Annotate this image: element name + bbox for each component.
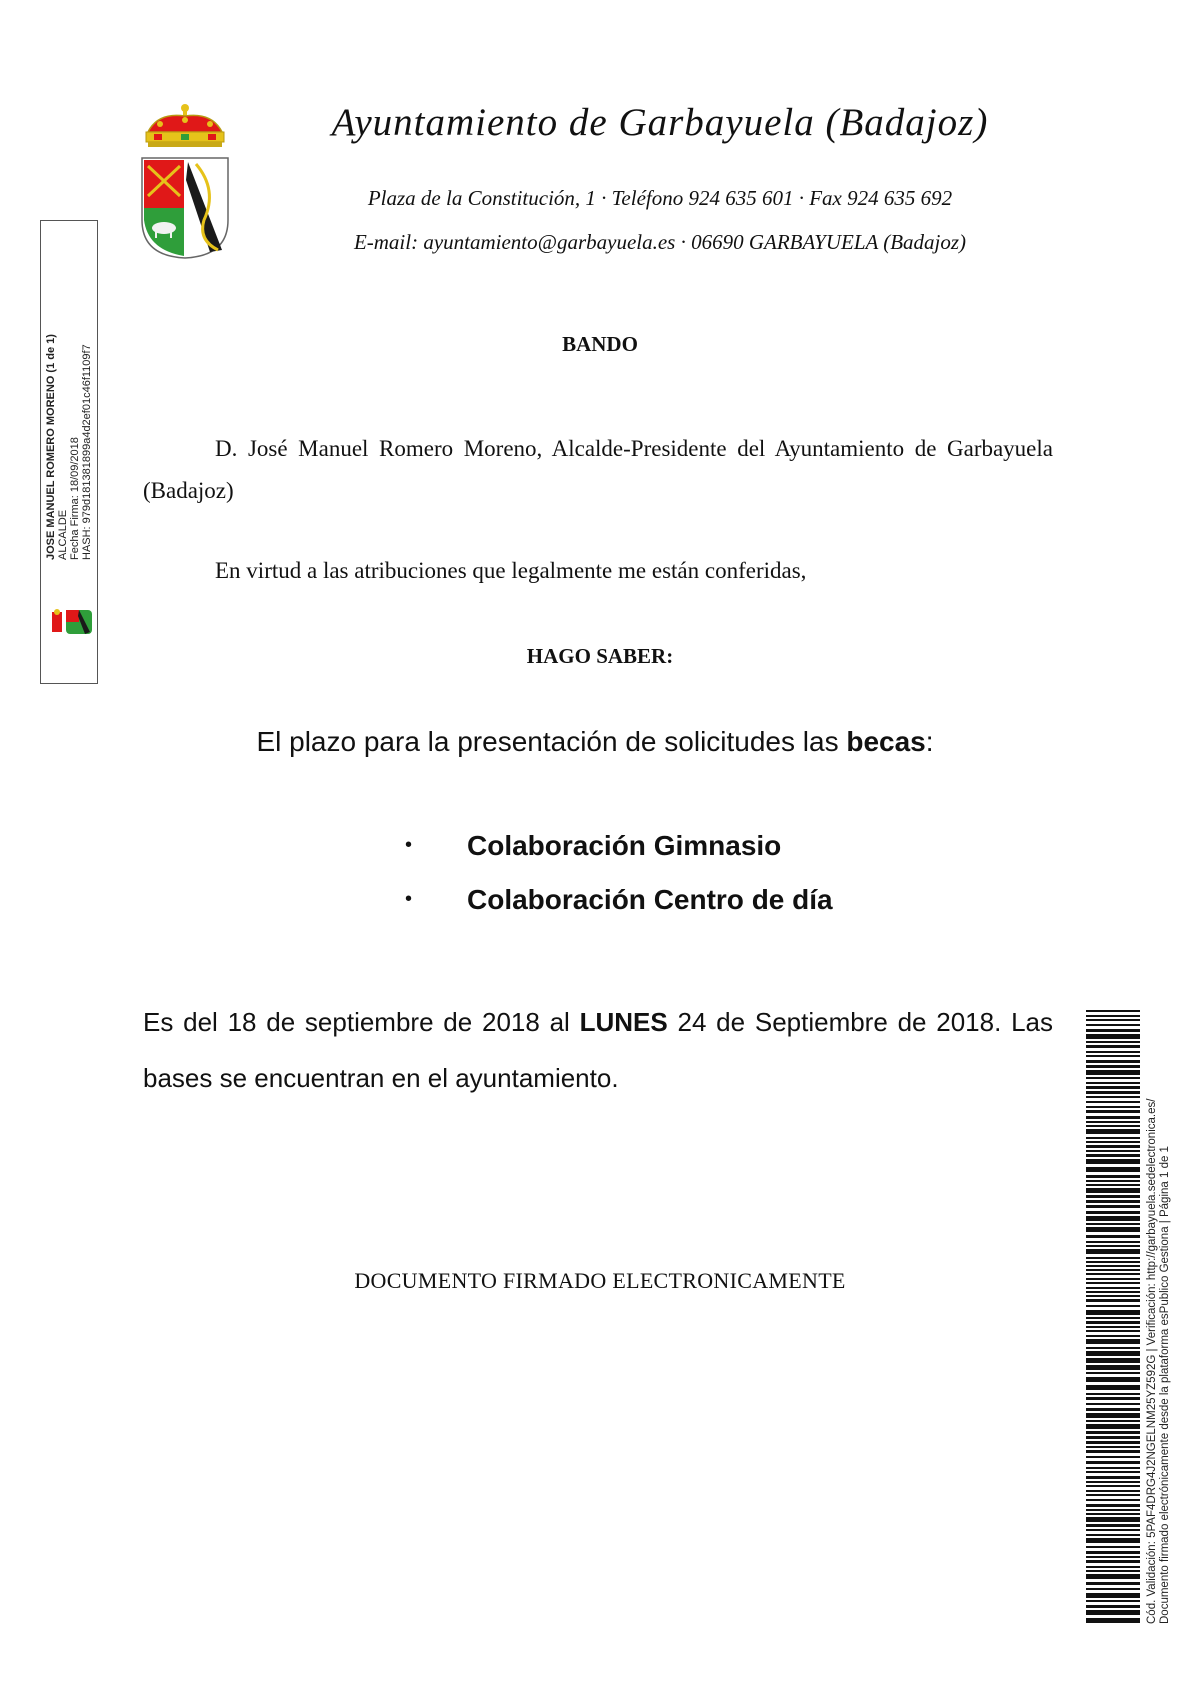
signer-name: JOSE MANUEL ROMERO MORENO (1 de 1) [45,334,57,560]
bullet-icon: • [405,834,413,856]
list-item [405,830,1005,884]
barcode-icon [1086,1010,1140,1626]
weekday-highlight: LUNES [579,1007,668,1037]
signature-date: Fecha Firma: 18/09/2018 [69,437,81,560]
deadline-intro-colon: : [925,726,934,757]
council-title: Ayuntamiento de Garbayuela (Badajoz) [331,101,989,144]
signature-crest-icon [50,608,94,636]
list-item-label: Colaboración Gimnasio [467,830,782,861]
scholarship-list [405,830,1005,938]
bullet-icon: • [405,888,413,910]
intro-paragraph: D. José Manuel Romero Moreno, Alcalde-Presidente del Ayuntamiento de Garbayuela (Badajoz) [143,436,1053,503]
coat-of-arms-icon [138,100,232,260]
council-contact: E-mail: ayuntamiento@garbayuela.es · 06690 GARBAYUELA (Badajoz) [353,230,967,254]
signer-role: ALCALDE [57,509,69,560]
document-heading: BANDO [562,332,638,356]
dates-text-start: Es del 18 de septiembre de 2018 al [143,1007,580,1037]
deadline-intro-text: El plazo para la presentación de solicitudes las [256,726,847,757]
dates-paragraph [143,994,1053,1106]
attributions-paragraph: En virtud a las atribuciones que legalmente me están conferidas, [215,558,807,583]
scholarships-word: becas [846,726,926,757]
announcement-heading: HAGO SABER: [526,644,674,668]
list-item [405,884,1005,938]
verification-footer [1146,1099,1172,1624]
signature-hash: HASH: 979d181381899a4d2ef01c46f1109f7 [81,344,93,560]
list-item-label: Colaboración Centro de día [467,884,833,915]
validation-code: Cód. Validación: 5PAF4DRG4J2NGELNM25YZ592G | Verificación: http://garbayuela.sedelectronica.es/ [1146,1098,1158,1624]
dates-text-end: 24 de Septiembre de 2018. Las bases se encuentran en el ayuntamiento. [143,1007,1053,1093]
council-address: Plaza de la Constitución, 1 · Teléfono 924 635 601 · Fax 924 635 692 [367,186,953,210]
platform-note: Documento firmado electrónicamente desde la plataforma esPublico Gestiona | Página 1 de 1 [1159,1146,1171,1624]
signature-details [45,334,93,560]
electronic-signature-note: DOCUMENTO FIRMADO ELECTRONICAMENTE [354,1268,846,1293]
deadline-intro [140,726,1050,758]
